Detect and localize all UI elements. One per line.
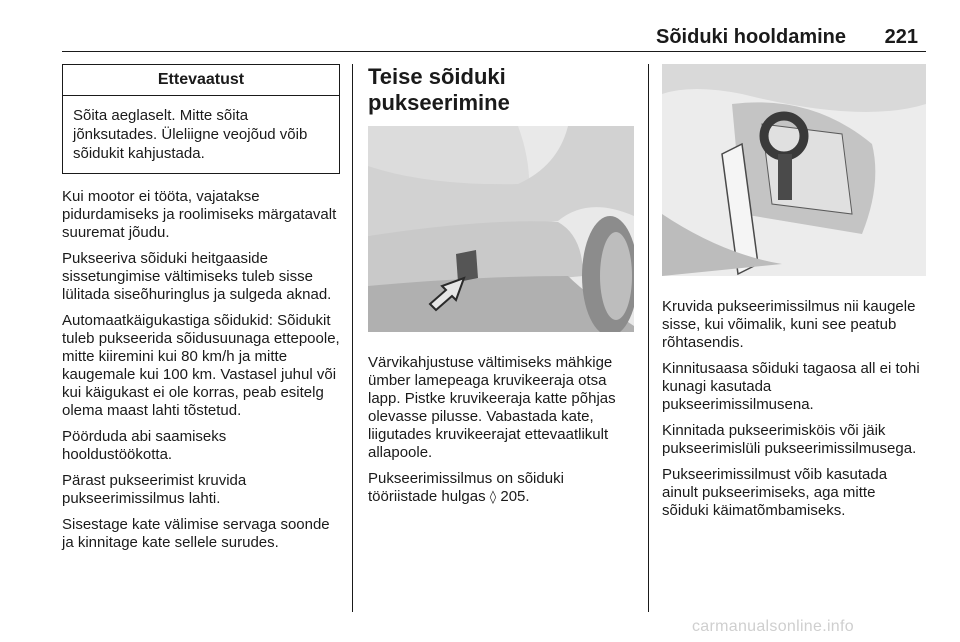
paragraph: Kui mootor ei tööta, vajatakse pidurdamiseks ja roolimiseks märgatavalt suuremat jõudu. (62, 188, 337, 241)
towing-eye-illustration (662, 64, 926, 276)
tow-eye-cover (456, 250, 478, 282)
paragraph: Pukseeriva sõiduki heitgaaside sissetungimise vältimiseks tuleb sisse lülitada siseõhuringlus ja sulgeda aknad. (62, 250, 332, 303)
paragraph: Pukseerimissilmust võib kasutada ainult pukseerimiseks, aga mitte sõiduki käimatõmbamiseks. (662, 466, 888, 519)
caution-box (62, 64, 340, 174)
page-header (62, 20, 926, 52)
reference-text: Pukseerimissilmus on sõiduki tööriistade hulgas (368, 470, 564, 505)
paragraph: Kruvida pukseerimissilmus nii kaugele sisse, kui võimalik, kuni see peatub rõhtasendis. (662, 298, 916, 351)
column-divider-right (648, 64, 649, 612)
page-number: 221 (884, 26, 918, 48)
paragraph: Kinnitusaasa sõiduki tagaosa all ei tohi kunagi kasutada pukseerimissilmusena. (662, 360, 920, 413)
paragraph: Sisestage kate välimise servaga soonde ja kinnitage kate sellele surudes. (62, 516, 330, 551)
paragraph: Kinnitada pukseerimisköis või jäik pukseerimislüli pukseerimissilmusega. (662, 422, 917, 457)
paragraph: Automaatkäigukastiga sõidukid: Sõidukit tuleb pukseerida sõidusuunaga ettepoole, mitte kiiremini kui 80 km/h ja mitte kaugemale kui 100 km. Vastasel juhul või kui käigukast ei ole korras, peab esitelg olema maast lahti tõstetud. (62, 312, 340, 419)
watermark: carmanualsonline.info (692, 618, 854, 635)
illustration-towing-eye (662, 64, 926, 276)
paragraph-reference (368, 470, 634, 507)
illustration-rear-bumper-cover (368, 126, 634, 332)
page-reference-icon: ◊ (489, 490, 497, 505)
column-middle (368, 64, 634, 507)
caution-heading: Ettevaatust (63, 65, 339, 96)
caution-text: Sõita aeglaselt. Mitte sõita jõnksutades. Üleliigne veojõud võib sõidukit kahjustada. (73, 107, 308, 162)
page-reference[interactable]: 205. (500, 488, 530, 505)
bumper-cover-illustration (368, 126, 634, 332)
chapter-title: Sõiduki hooldamine (655, 26, 846, 48)
paragraph: Pöörduda abi saamiseks hooldustöökotta. (62, 428, 227, 463)
column-divider-left (352, 64, 353, 612)
column-right (662, 64, 926, 520)
column-left (62, 64, 340, 552)
paragraph: Pärast pukseerimist kruvida pukseerimissilmus lahti. (62, 472, 247, 507)
section-title: Teise sõiduki pukseerimine (368, 64, 510, 115)
paragraph: Värvikahjustuse vältimiseks mähkige ümber lamepeaga kruvikeeraja otsa lapp. Pistke kruvikeeraja katte põhjas olevasse pilusse. Vabastada kate, liigutades kruvikeerajat ettevaatlikult allapoole. (368, 354, 616, 461)
